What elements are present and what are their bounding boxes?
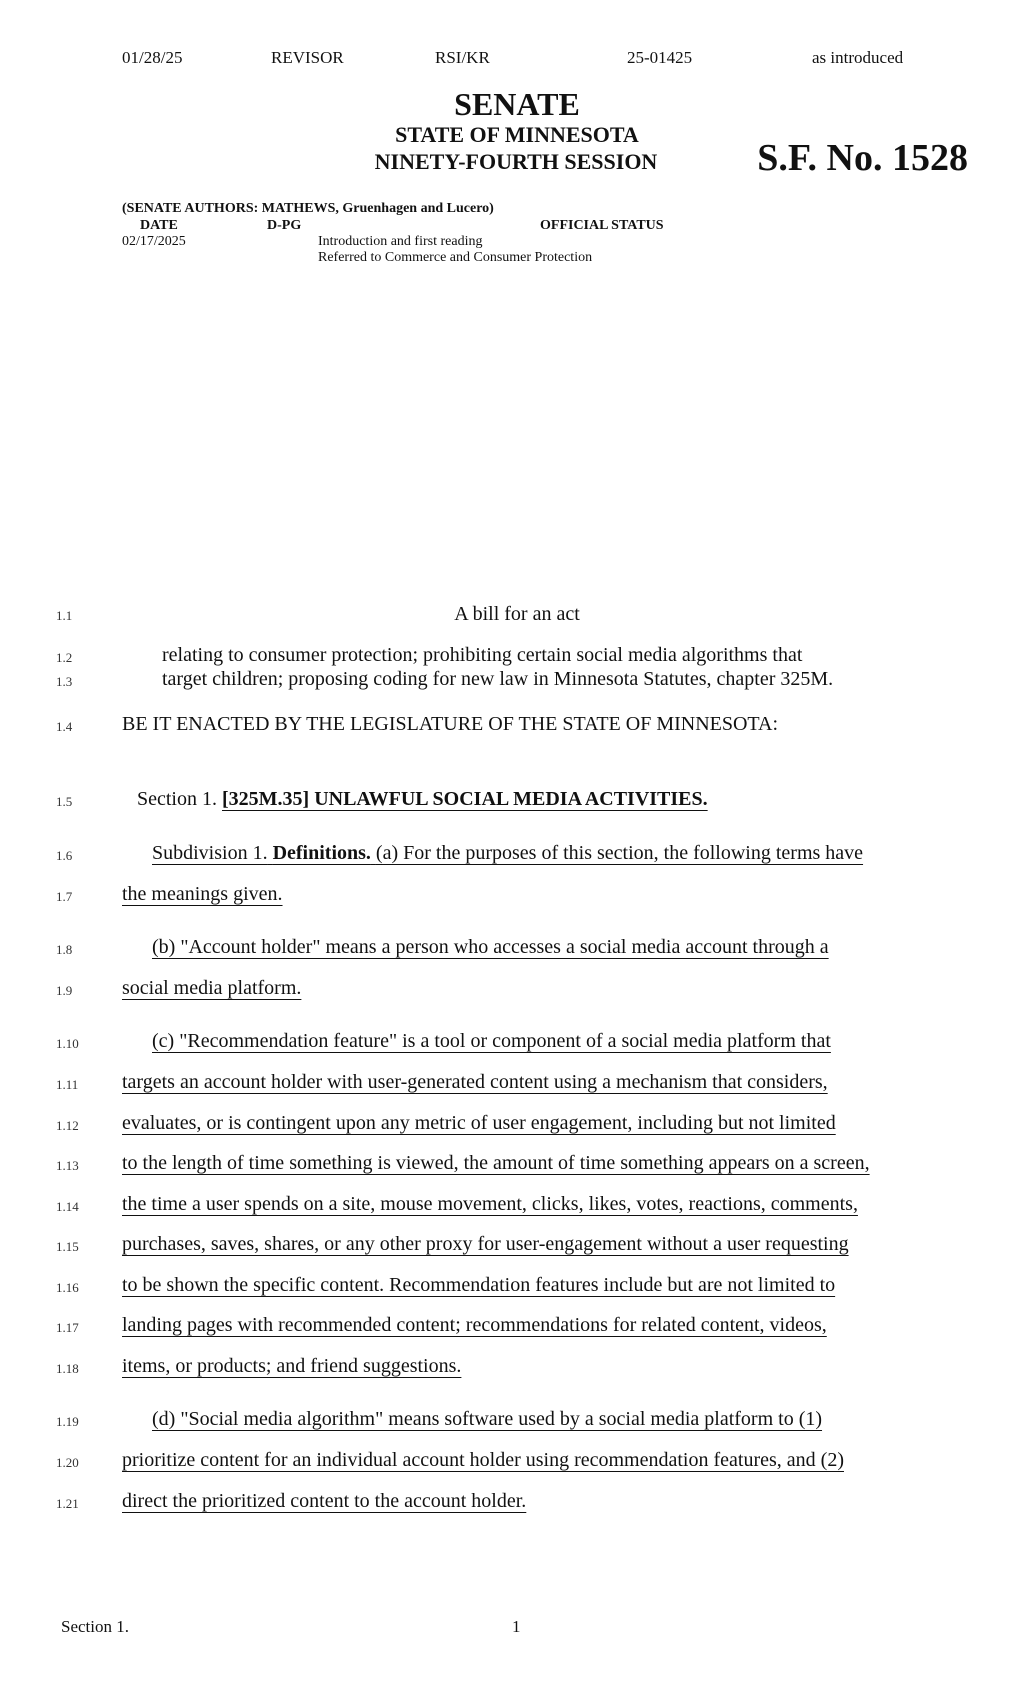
line-number: 1.14 — [56, 1199, 79, 1214]
text-line: targets an account holder with user-generated content using a mechanism that considers, — [122, 1071, 828, 1093]
line-number: 1.18 — [56, 1361, 79, 1376]
col-official-status: OFFICIAL STATUS — [540, 218, 664, 233]
line-number: 1.21 — [56, 1496, 79, 1511]
text-line: evaluates, or is contingent upon any metric of user engagement, including but not limited — [122, 1112, 836, 1134]
line-number: 1.1 — [56, 608, 73, 623]
footer-section: Section 1. — [61, 1617, 129, 1636]
text-line: prioritize content for an individual account holder using recommendation features, and (2) — [122, 1449, 844, 1471]
section-heading: Section 1. [325M.35] UNLAWFUL SOCIAL MEDIA ACTIVITIES. — [137, 788, 708, 810]
header-revisor: REVISOR — [271, 48, 344, 67]
entry-status-2: Referred to Commerce and Consumer Protection — [318, 250, 593, 265]
session-title: NINETY-FOURTH SESSION — [374, 149, 658, 174]
page-number: 1 — [512, 1617, 521, 1636]
text-line: (c) "Recommendation feature" is a tool or component of a social media platform that — [152, 1030, 831, 1052]
bill-title-line: target children; proposing coding for new law in Minnesota Statutes, chapter 325M. — [162, 668, 834, 690]
line-number: 1.2 — [56, 650, 73, 665]
bill-number: S.F. No. 1528 — [757, 137, 968, 179]
text-line: to be shown the specific content. Recommendation features include but are not limited to — [122, 1274, 836, 1296]
text-line: the meanings given. — [122, 883, 283, 905]
entry-date: 02/17/2025 — [122, 234, 186, 249]
header-date: 01/28/25 — [122, 48, 183, 67]
line-number: 1.8 — [56, 942, 73, 957]
line-number: 1.12 — [56, 1118, 79, 1133]
line-number: 1.9 — [56, 983, 73, 998]
line-number: 1.6 — [56, 848, 73, 863]
enacting-clause: BE IT ENACTED BY THE LEGISLATURE OF THE STATE OF MINNESOTA: — [122, 713, 779, 735]
line-number: 1.19 — [56, 1414, 79, 1429]
definitions-heading: Definitions. — [272, 842, 371, 864]
text-line: social media platform. — [122, 977, 302, 999]
chamber-title: SENATE — [454, 86, 580, 122]
line-number: 1.20 — [56, 1455, 79, 1470]
header-doc-number: 25-01425 — [627, 48, 693, 67]
section-title: [325M.35] UNLAWFUL SOCIAL MEDIA ACTIVITIES. — [222, 788, 708, 810]
line-number: 1.3 — [56, 674, 73, 689]
text-line: (b) "Account holder" means a person who accesses a social media account through a — [152, 936, 829, 958]
text-line: purchases, saves, shares, or any other proxy for user-engagement without a user requesting — [122, 1233, 849, 1255]
line-number: 1.10 — [56, 1036, 79, 1051]
text-line: direct the prioritized content to the account holder. — [122, 1490, 527, 1512]
line-number: 1.17 — [56, 1320, 79, 1335]
subdivision-line: Subdivision 1. Definitions. (a) For the purposes of this section, the following terms have — [152, 842, 864, 864]
line-number: 1.5 — [56, 794, 73, 809]
text-line: the time a user spends on a site, mouse movement, clicks, likes, votes, reactions, comments, — [122, 1193, 858, 1215]
line-number: 1.13 — [56, 1158, 79, 1173]
line-number: 1.7 — [56, 889, 73, 904]
header-initials: RSI/KR — [435, 48, 490, 67]
col-dpg: D-PG — [267, 218, 302, 233]
text-line: landing pages with recommended content; recommendations for related content, videos, — [122, 1314, 827, 1336]
line-number: 1.11 — [56, 1077, 79, 1092]
header-status: as introduced — [812, 48, 904, 67]
line-number: 1.16 — [56, 1280, 79, 1295]
text-line: to the length of time something is viewed, the amount of time something appears on a screen, — [122, 1152, 870, 1174]
line-number: 1.4 — [56, 719, 73, 734]
bill-heading: A bill for an act — [454, 603, 580, 625]
bill-title-line: relating to consumer protection; prohibiting certain social media algorithms that — [162, 644, 803, 666]
text-line: items, or products; and friend suggestions. — [122, 1355, 462, 1377]
col-date: DATE — [140, 218, 178, 233]
senate-authors: (SENATE AUTHORS: MATHEWS, Gruenhagen and Lucero) — [122, 201, 494, 216]
state-title: STATE OF MINNESOTA — [395, 122, 639, 147]
entry-status-1: Introduction and first reading — [318, 234, 483, 249]
text-line: (d) "Social media algorithm" means software used by a social media platform to (1) — [152, 1408, 823, 1430]
line-number: 1.15 — [56, 1239, 79, 1254]
